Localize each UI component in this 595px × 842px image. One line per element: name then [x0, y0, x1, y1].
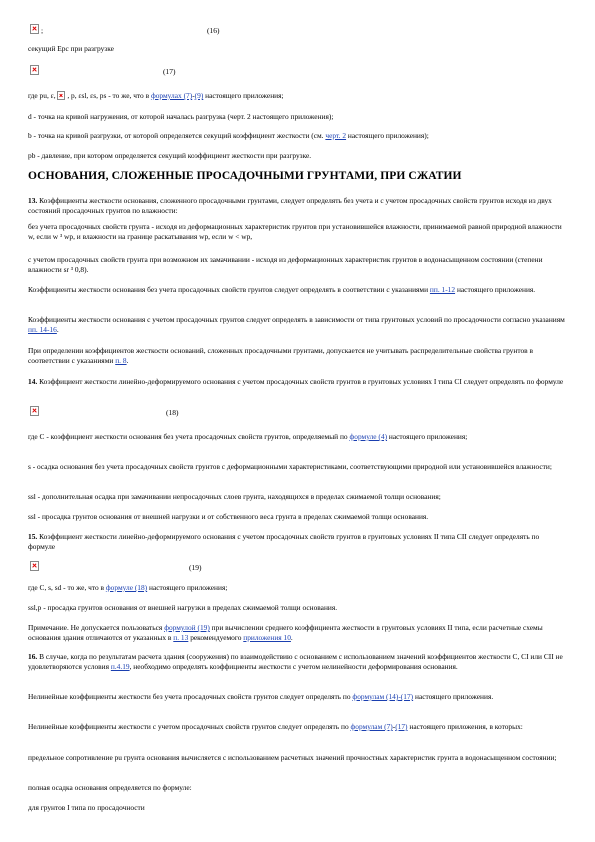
where-17-dash: -: [192, 91, 195, 100]
formula-17-number: (17): [163, 67, 176, 76]
paragraph-15-b: ssl,p - просадка грунтов основания от внешней нагрузки в пределах сжимаемой толщи основания.: [28, 603, 338, 612]
b-point-text: b - точка на кривой разгрузки, от которой определяется секущий коэффициент жесткости (см.: [28, 131, 324, 140]
formula-18: [28, 406, 568, 420]
where-17-text-4: настоящего приложения;: [205, 91, 284, 100]
paragraph-14-c: ssl - дополнительная осадка при замачивании непросадочных слоев грунта, находящихся в пределах сжимаемой толщи основания;: [28, 492, 441, 501]
formula-19-number: (19): [189, 563, 202, 572]
paragraph-16-a-text: Нелинейные коэффициенты жесткости без учета просадочных свойств грунтов следует определять по: [28, 692, 351, 701]
paragraph-16-a-tail: настоящего приложения.: [414, 692, 494, 701]
secant-unload-line: секущий Eрс при разгрузке: [28, 44, 114, 53]
formula-16: [28, 24, 568, 38]
where-17-line: [28, 91, 568, 101]
paragraph-16-b-tail: настоящего приложения, в которых:: [409, 722, 523, 731]
paragraph-15-a-text: где C, s, sd - то же, что в: [28, 583, 105, 592]
section-heading: ОСНОВАНИЯ, СЛОЖЕННЫЕ ПРОСАДОЧНЫМИ ГРУНТАМИ, ПРИ СЖАТИИ: [28, 170, 462, 182]
formula-19: [28, 561, 568, 575]
paragraph-13: [28, 196, 568, 216]
link-formulas-14-17[interactable]: формулам (14)-(17): [352, 692, 414, 701]
paragraph-13-c: [28, 285, 568, 295]
paragraph-16-d: полная осадка основания определяется по формуле:: [28, 783, 192, 792]
link-item-8[interactable]: п. 8: [115, 356, 127, 365]
link-item-13[interactable]: п. 13: [173, 633, 189, 642]
link-appendix-10[interactable]: приложения 10: [243, 633, 291, 642]
paragraph-13-e-text: При определении коэффициентов жесткости оснований, сложенных просадочными грунтами, допускается не учитывать распределительные свойства грунтов в соответствии с указаниями: [28, 346, 533, 365]
paragraph-15: [28, 532, 568, 552]
b-point-tail: настоящего приложения);: [347, 131, 429, 140]
paragraph-14: [28, 377, 568, 387]
paragraph-13-e: [28, 346, 568, 366]
paragraph-16-a: [28, 692, 568, 702]
note-text-4: .: [290, 633, 293, 642]
paragraph-16-b-text: Нелинейные коэффициенты жесткости с учетом просадочных свойств грунтов следует определять по: [28, 722, 349, 731]
formula-18-number: (18): [166, 408, 179, 417]
paragraph-14-d: ssl - просадка грунтов основания от внешней нагрузки и от собственного веса грунта в пределах сжимаемой толщи основания.: [28, 512, 429, 521]
paragraph-15-a-tail: настоящего приложения;: [149, 583, 228, 592]
paragraph-16-number: 16.: [28, 652, 38, 661]
paragraph-15-number: 15.: [28, 532, 38, 541]
paragraph-16-b: [28, 722, 568, 732]
paragraph-13-b: с учетом просадочных свойств грунта при возможном их замачивании - исходя из деформационных характеристик грунтов в водонасыщенном состоянии (степени влажности sr ³ 0,8).: [28, 255, 543, 274]
paragraph-14-number: 14.: [28, 377, 38, 386]
formula-16-number: (16): [207, 26, 220, 35]
paragraph-13-number: 13.: [28, 196, 38, 205]
paragraph-16: [28, 652, 568, 672]
note-text-3: рекомендуемого: [190, 633, 242, 642]
paragraph-14-b: s - осадка основания без учета просадочных свойств грунтов с деформационными характеристиками, соответствующими природной или установившейся влажности;: [28, 462, 552, 471]
paragraph-16-tail: , необходимо определять коэффициенты жесткости с учетом нелинейности деформирования основания.: [129, 662, 458, 671]
link-items-1-12[interactable]: пп. 1-12: [429, 285, 456, 294]
paragraph-14-a: [28, 432, 568, 442]
broken-image-icon: [30, 406, 39, 416]
paragraph-13-d: [28, 315, 568, 335]
broken-image-icon: [30, 24, 39, 34]
formula-16-tail: ;: [41, 26, 44, 35]
paragraph-13-e-tail: .: [126, 356, 129, 365]
note-text-1: Примечание. Не допускается пользоваться: [28, 623, 163, 632]
paragraph-13-d-tail: .: [56, 325, 59, 334]
where-17-text-1: где pu, ε,: [28, 91, 56, 100]
link-items-14-16[interactable]: пп. 14-16: [28, 325, 57, 334]
paragraph-16-text: В случае, когда по результатам расчета здания (сооружения) по взаимодействию с основанием с использованием значений коэффициентов жесткости C, CI или CII не удовлетворяются условия: [28, 652, 563, 671]
paragraph-14-a-tail: настоящего приложения;: [388, 432, 468, 441]
note-paragraph: [28, 623, 568, 643]
note-text-2: при вычислении среднего коэффициента жесткости в грунтовых условиях II типа, если расчетные схемы основания здания отличаются от указанных в: [28, 623, 543, 642]
where-17-text-2: , p, εsl, εs, ps - то же, что в: [67, 91, 150, 100]
link-formula-18[interactable]: формуле (18): [105, 583, 148, 592]
broken-image-icon: [30, 561, 39, 571]
paragraph-16-c: предельное сопротивление pu грунта основания вычисляется с использованием расчетных значений прочностных характеристик грунта в водонасыщенном состоянии;: [28, 753, 557, 762]
b-point-line: [28, 131, 568, 141]
paragraph-16-e: для грунтов I типа по просадочности: [28, 803, 145, 812]
pb-line: pb - давление, при котором определяется секущий коэффициент жесткости при разгрузке.: [28, 151, 312, 160]
broken-image-icon: [57, 91, 65, 100]
paragraph-13-a: без учета просадочных свойств грунта - исходя из деформационных характеристик грунтов при установившейся влажности, принимаемой равной природной влажности w, если w ³ wp, и влажности на границе раскатывания wp, если w < wp,: [28, 222, 562, 241]
paragraph-15-text: Коэффициент жесткости линейно-деформируемого основания с учетом просадочных свойств грунтов в грунтовых условиях II типа CII следует определять по формуле: [28, 532, 540, 551]
link-formula-9[interactable]: (9): [194, 91, 204, 100]
link-formula-4[interactable]: формуле (4): [349, 432, 388, 441]
paragraph-14-a-text: где C - коэффициент жесткости основания без учета просадочных свойств грунтов, определяемый по: [28, 432, 348, 441]
paragraph-13-text: Коэффициенты жесткости основания, сложенного просадочными грунтами, следует определять без учета и с учетом просадочных свойств грунтов исходя из двух состояний просадочных грунтов по влажности:: [28, 196, 552, 215]
broken-image-icon: [30, 65, 39, 75]
link-drawing-2[interactable]: черт. 2: [325, 131, 347, 140]
paragraph-14-text: Коэффициент жесткости линейно-деформируемого основания с учетом просадочных свойств грунтов в грунтовых условиях I типа CI следует определять по формуле: [39, 377, 564, 386]
link-formula-17[interactable]: (17): [395, 722, 408, 731]
link-formula-19[interactable]: формулой (19): [164, 623, 210, 632]
formula-17: [28, 65, 568, 79]
paragraph-15-a: [28, 583, 568, 593]
d-point-line: d - точка на кривой нагружения, от которой началась разгрузка (черт. 2 настоящего приложения);: [28, 112, 334, 121]
link-formula-7[interactable]: формулах (7): [150, 91, 193, 100]
paragraph-13-c-text: Коэффициенты жесткости основания без учета просадочных свойств грунтов следует определять в соответствии с указаниями: [28, 285, 429, 294]
paragraph-16-b-dash: -: [392, 722, 396, 731]
paragraph-13-c-tail: настоящего приложения.: [456, 285, 536, 294]
link-formulas-7[interactable]: формулам (7): [350, 722, 393, 731]
link-item-4-19[interactable]: п.4.19: [110, 662, 130, 671]
paragraph-13-d-text: Коэффициенты жесткости основания с учетом просадочных грунтов следует определять в зависимости от типа грунтовых условий по просадочности согласно указаниям: [28, 315, 565, 324]
